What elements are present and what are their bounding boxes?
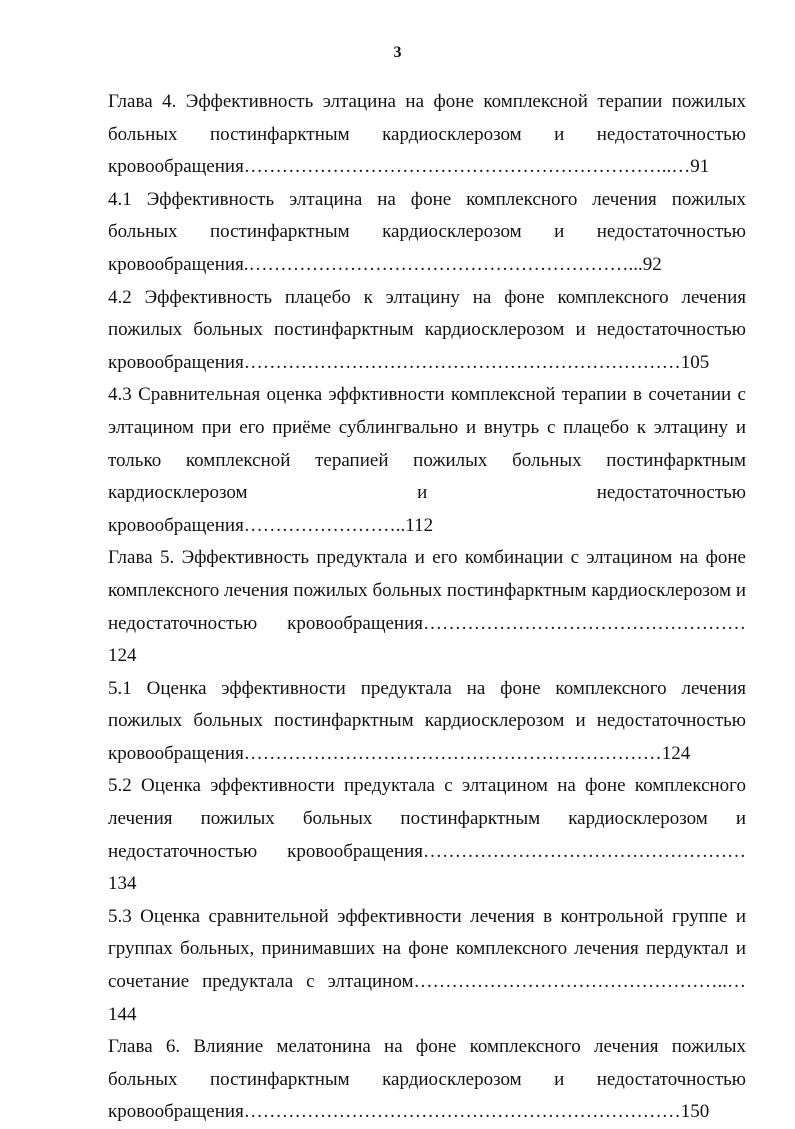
toc-line-with-page: сочетание предуктала с элтацином…………………………………………..…144 xyxy=(108,971,746,1025)
toc-line-with-page: кардиосклерозом и недостаточностью кровообращения……………………..112 xyxy=(108,482,746,536)
toc-line: 4.2 Эффективность плацебо к элтацину на фоне комплексного лечения xyxy=(108,286,746,308)
toc-line: группах больных, принимавших на фоне комплексного лечения пердуктал и xyxy=(108,938,746,960)
toc-entry-4-3[interactable] xyxy=(108,379,746,542)
page-number: 3 xyxy=(393,44,402,61)
toc-entry-5-1[interactable] xyxy=(108,673,746,771)
toc-line: 5.2 Оценка эффективности предуктала с элтацином на фоне комплексного xyxy=(108,775,746,797)
toc-line: пожилых больных постинфарктным кардиосклерозом и недостаточностью xyxy=(108,319,746,341)
toc-entry-chapter-4[interactable] xyxy=(108,86,746,184)
toc-line-with-page: недостаточностью кровообращения……………………………………………134 xyxy=(108,840,746,895)
toc-line: Глава 6. Влияние мелатонина на фоне комплексного лечения пожилых xyxy=(108,1036,746,1058)
toc-line-with-page: кровообращения.……………………………………………………...92 xyxy=(108,253,662,275)
toc-entry-4-2[interactable] xyxy=(108,282,746,380)
toc-line-with-page: кровообращения…………………………………………………………..…91 xyxy=(108,156,710,178)
toc-line-with-page: кровообращения……………………………………………………………105 xyxy=(108,351,710,373)
toc-entry-5-2[interactable] xyxy=(108,770,746,900)
toc-line: Глава 4. Эффективность элтацина на фоне комплексной терапии пожилых xyxy=(108,91,746,112)
toc-line: 4.1 Эффективность элтацина на фоне комплексного лечения пожилых xyxy=(108,188,746,210)
toc-entry-5-3[interactable] xyxy=(108,901,746,1031)
toc-entry-chapter-6[interactable] xyxy=(108,1031,746,1129)
toc-entry-4-1[interactable] xyxy=(108,184,746,282)
toc-line: 4.3 Сравнительная оценка эффктивности комплексной терапии в сочетании с xyxy=(108,384,746,406)
toc-line: Глава 5. Эффективность предуктала и его комбинации с элтацином на фоне xyxy=(108,547,746,569)
toc-line: 5.3 Оценка сравнительной эффективности лечения в контрольной группе и xyxy=(108,905,746,927)
toc-line: больных постинфарктным кардиосклерозом и недостаточностью xyxy=(108,123,746,145)
toc-line: 5.1 Оценка эффективности предуктала на фоне комплексного лечения xyxy=(108,677,746,699)
toc-line: комплексного лечения пожилых больных постинфарктным кардиосклерозом и xyxy=(108,579,746,601)
toc-line: лечения пожилых больных постинфарктным кардиосклерозом и xyxy=(108,808,746,830)
toc-line: только комплексной терапией пожилых больных постинфарктным xyxy=(108,449,746,471)
toc-line-with-page: недостаточностью кровообращения……………………………………………124 xyxy=(108,612,746,667)
toc-line: элтацином при его приёме сублингвально и внутрь с плацебо к элтацину и xyxy=(108,416,746,438)
table-of-contents xyxy=(108,86,746,1129)
toc-entry-chapter-5[interactable] xyxy=(108,542,746,672)
toc-line: больных постинфарктным кардиосклерозом и недостаточностью xyxy=(108,221,746,243)
toc-line-with-page: кровообращения…………………………………………………………124 xyxy=(108,742,691,764)
toc-line: больных постинфарктным кардиосклерозом и недостаточностью xyxy=(108,1068,746,1090)
toc-line: пожилых больных постинфарктным кардиосклерозом и недостаточностью xyxy=(108,710,746,732)
toc-line-with-page: кровообращения……………………………………………………………150 xyxy=(108,1101,710,1123)
